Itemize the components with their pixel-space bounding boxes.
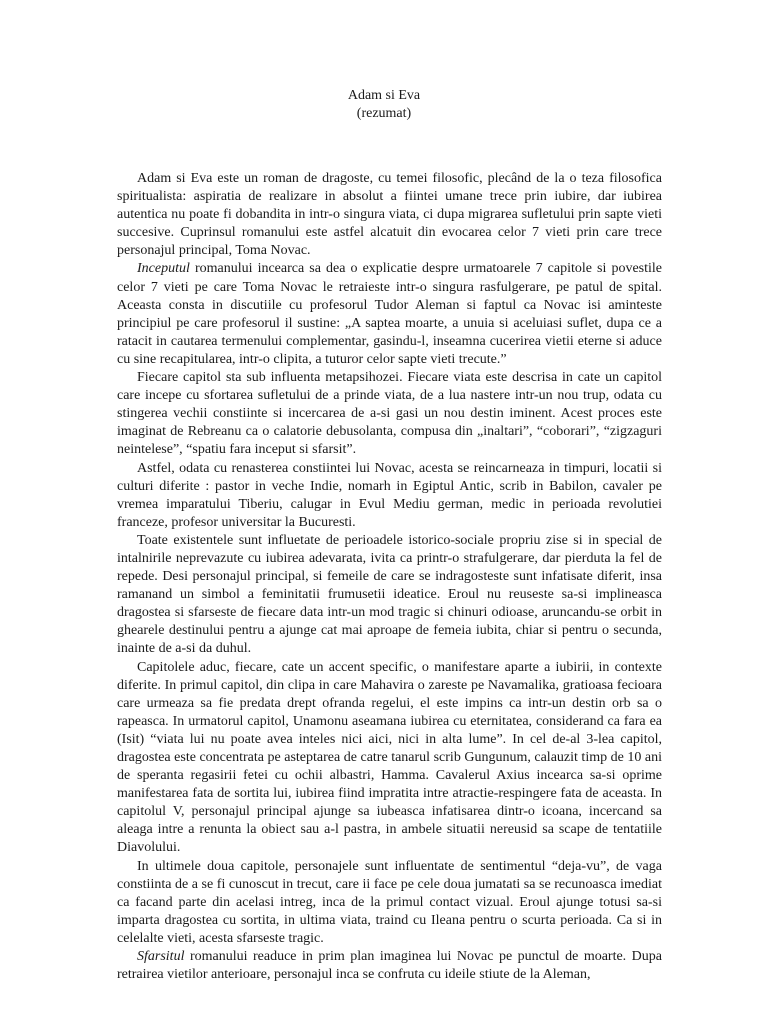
paragraph-lead: Inceputul	[137, 261, 190, 277]
paragraph-2	[117, 260, 662, 369]
paragraph-text: Toate existentele sunt influetate de perioadele istorico-sociale propriu zise si in special de intalnirile neprevazute cu iubirea adevarata, ivita ca printr-o strafulgerare, dar pierduta la fel de repede. Desi personajul principal, si femeile de care se indragosteste sunt infatisate diferit, insa ramanand un simbol a feminitatii frumusetii ideatice. Eroul nu reuseste sa-si implineasca dragostea si sfarseste de fiecare data intr-un mod tragic si chinuri odioase, aruncandu-se orbit in ghearele destinului pentru a ajunge cat mai aproape de femeia iubita, chiar si pentru o secunda, inainte de a-si da duhul.	[117, 532, 662, 657]
title-block	[0, 87, 768, 123]
paragraph-8	[117, 948, 662, 984]
paragraph-4	[117, 460, 662, 532]
paragraph-5	[117, 532, 662, 659]
paragraph-text: Fiecare capitol sta sub influenta metapsihozei. Fiecare viata este descrisa in cate un capitol care incepe cu sfortarea sufletului de a prinde viata, de a lua nastere intr-un nou trup, odata cu stingerea vechii constiinte si incercarea de a-si gasi un nou destin iminent. Acest proces este imaginat de Rebreanu ca o calatorie debusolanta, compusa din „inaltari”, “coborari”, “zigzaguri neintelese”, “spatiu fara inceput si sfarsit”.	[117, 370, 662, 458]
paragraph-1	[117, 170, 662, 260]
paragraph-text: romanului incearca sa dea o explicatie despre urmatoarele 7 capitole si povestile celor 7 vieti pe care Toma Novac le retraieste intr-o singura rasfulgerare, pe patul de spital. Aceasta consta in discutiile cu profesorul Tudor Aleman si faptul ca Novac isi aminteste principiul pe care profesorul il sustine: „A saptea moarte, a unuia si aceluiasi suflet, dupa ce a ratacit in cautarea termenului complementar, gasindu-l, inseamna cucerirea vietii eterne si aduce cu sine recapitularea, intr-o clipita, a tuturor celor sapte vieti trecute.”	[117, 261, 662, 367]
paragraph-3	[117, 369, 662, 459]
paragraph-text: In ultimele doua capitole, personajele sunt influentate de sentimentul “deja-vu”, de vaga constiinta de a se fi cunoscut in trecut, care ii face pe cele doua jumatati sa se recunoasca imediat ca facand parte din acelasi intreg, inca de la primul contact vizual. Eroul ajunge totusi sa-si imparta dragostea cu sortita, in ultima viata, traind cu Ileana pentru o scurta perioada. Ca si in celelalte vieti, acesta sfarseste tragic.	[117, 858, 662, 946]
document-subtitle: (rezumat)	[356, 106, 412, 121]
paragraph-6	[117, 659, 662, 858]
paragraph-text: romanului readuce in prim plan imaginea lui Novac pe punctul de moarte. Dupa retrairea vietilor anterioare, personajul inca se confruta cu ideile stiute de la Aleman,	[117, 949, 662, 983]
document-title: Adam si Eva	[347, 88, 421, 103]
document-body	[117, 170, 662, 984]
paragraph-7	[117, 858, 662, 948]
paragraph-text: Capitolele aduc, fiecare, cate un accent specific, o manifestare aparte a iubirii, in contexte diferite. In primul capitol, din clipa in care Mahavira o zareste pe Navamalika, gratioasa fecioara care urmeaza sa fie predata drept ofranda regelui, el este impins ca intr-un destin orb sa o rapeasca. In urmatorul capitol, Unamonu aseamana iubirea cu eternitatea, considerand ca fara ea (Isit) “viata lui nu poate avea inteles nici aici, nici in alta lume”. In cel de-al 3-lea capitol, dragostea este concentrata pe asteptarea de catre tanarul scrib Gungunum, calauzit timp de 10 ani de speranta regasirii fetei cu ochii albastri, Hamma. Cavalerul Axius incearca sa-si oprime manifestarea fata de sortita lui, iubirea fiind impratita intre atractie-respingere fata de aceasta. In capitolul V, personajul principal ajunge sa iubeasca infatisarea dintr-o icoana, incercand sa aleaga intre a renunta la obiect sau a-l pastra, in ambele situatii nereusid sa scape de tentatiile Diavolului.	[117, 659, 662, 856]
paragraph-text: Adam si Eva este un roman de dragoste, cu temei filosofic, plecând de la o teza filosofica spiritualista: aspiratia de realizare in absolut a fiintei umane trece prin iubire, dar iubirea autentica nu poate fi dobandita in intr-o singura viata, ci dupa migrarea sufletului prin sapte vieti succesive. Cuprinsul romanului este astfel alcatuit din evocarea celor 7 vieti prin care trece personajul principal, Toma Novac.	[117, 171, 662, 259]
paragraph-text: Astfel, odata cu renasterea constiintei lui Novac, acesta se reincarneaza in timpuri, locatii si culturi diferite : pastor in veche Indie, nomarh in Egiptul Antic, scrib in Babilon, cavaler pe vremea imparatului Tiberiu, calugar in Evul Mediu german, medic in perioada revolutiei franceze, profesor universitar la Bucuresti.	[117, 460, 662, 530]
paragraph-lead: Sfarsitul	[137, 949, 185, 965]
